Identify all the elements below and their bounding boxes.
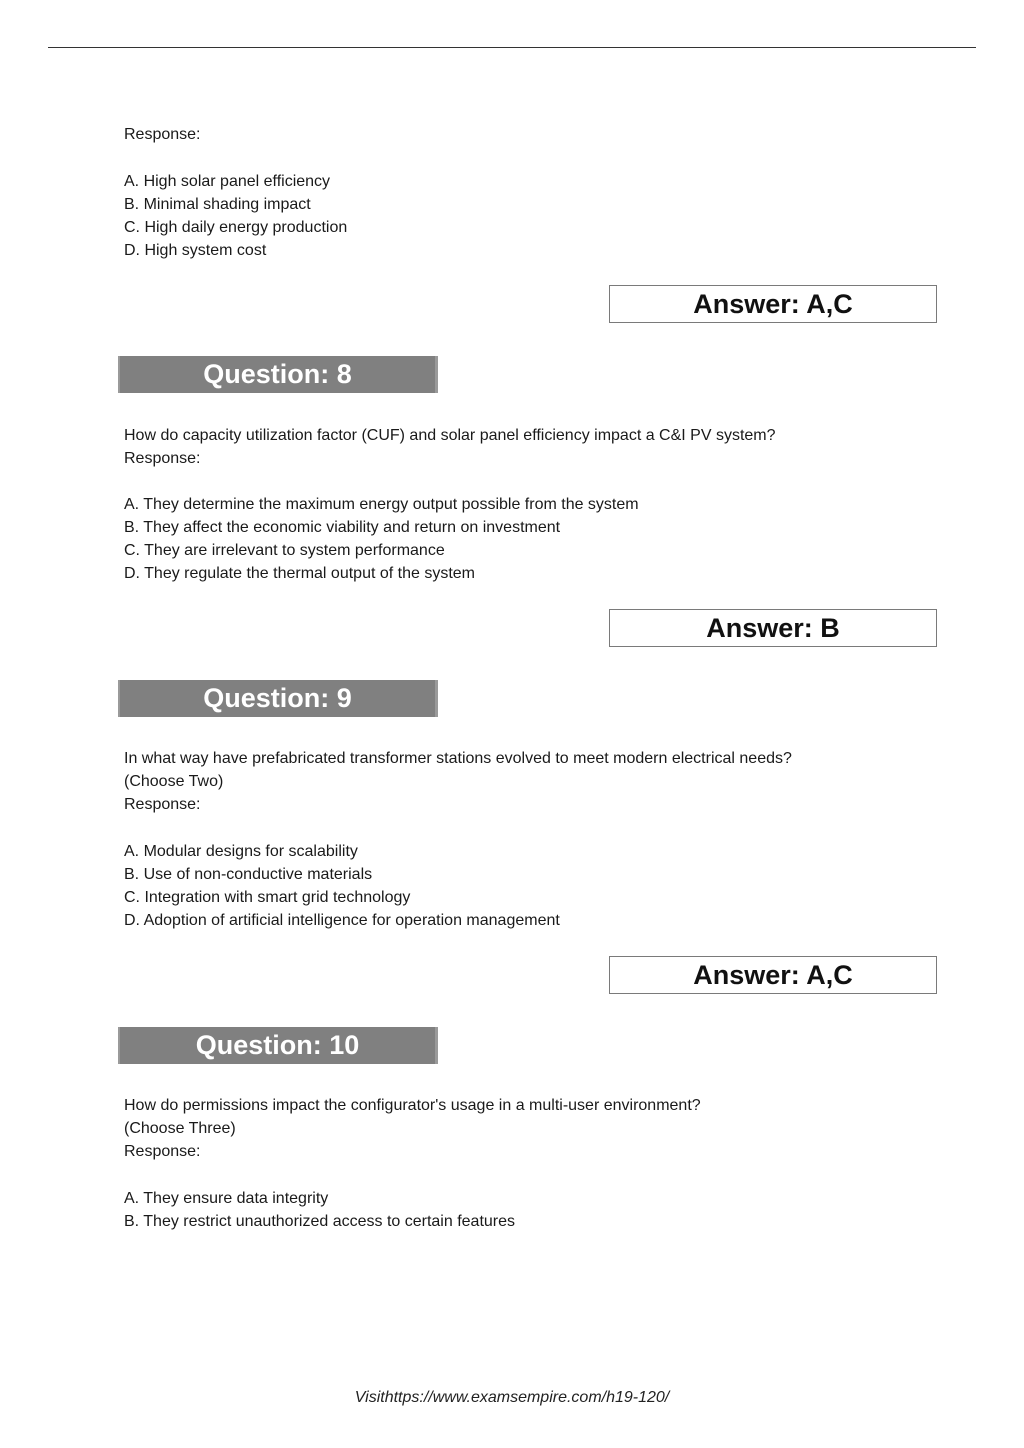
q10-option-b: B. They restrict unauthorized access to certain features [124, 1213, 516, 1230]
q10-stem-line-1: How do permissions impact the configurator's usage in a multi-user environment? [124, 1097, 701, 1114]
q8-title-banner: Question: 8 [118, 356, 438, 393]
q7-option-b: B. Minimal shading impact [124, 196, 311, 213]
q8-option-b: B. They affect the economic viability and return on investment [124, 519, 561, 536]
q9-response-label: Response: [124, 796, 201, 813]
header-rule [48, 47, 976, 48]
q10-option-a: A. They ensure data integrity [124, 1190, 329, 1207]
q9-answer-box: Answer: A,C [609, 956, 937, 994]
q8-option-a: A. They determine the maximum energy output possible from the system [124, 496, 639, 513]
q10-response-label: Response: [124, 1143, 201, 1160]
footer-url: Visithttps://www.examsempire.com/h19-120/ [354, 1389, 670, 1406]
q8-stem-line-1: How do capacity utilization factor (CUF) and solar panel efficiency impact a C&I PV system? [124, 427, 776, 444]
q8-option-c: C. They are irrelevant to system performance [124, 542, 445, 559]
q9-option-b: B. Use of non-conductive materials [124, 866, 373, 883]
q10-title-banner: Question: 10 [118, 1027, 438, 1064]
q8-answer-box: Answer: B [609, 609, 937, 647]
q9-option-a: A. Modular designs for scalability [124, 843, 358, 860]
q9-title-banner: Question: 9 [118, 680, 438, 717]
q9-option-d: D. Adoption of artificial intelligence for operation management [124, 912, 560, 929]
q7-response-label: Response: [124, 126, 201, 143]
q8-option-d: D. They regulate the thermal output of the system [124, 565, 475, 582]
q8-response-label: Response: [124, 450, 201, 467]
q7-option-a: A. High solar panel efficiency [124, 173, 331, 190]
q9-stem-line-2: (Choose Two) [124, 773, 224, 790]
q7-answer-box: Answer: A,C [609, 285, 937, 323]
q10-stem-line-2: (Choose Three) [124, 1120, 236, 1137]
q7-option-d: D. High system cost [124, 242, 267, 259]
q7-option-c: C. High daily energy production [124, 219, 348, 236]
q9-option-c: C. Integration with smart grid technology [124, 889, 411, 906]
q9-stem-line-1: In what way have prefabricated transformer stations evolved to meet modern electrical needs? [124, 750, 792, 767]
